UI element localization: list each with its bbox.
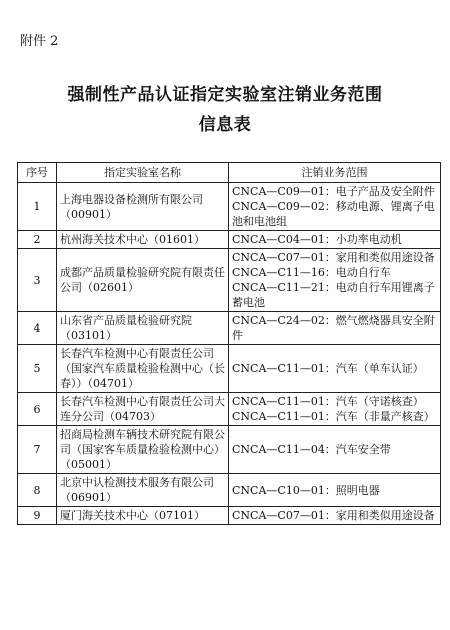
table-row <box>18 426 441 474</box>
header-scope: 注销业务范围 <box>229 163 441 183</box>
row-serial: 5 <box>18 345 57 393</box>
row-lab-name: 北京中认检测技术服务有限公司（06901） <box>57 474 229 507</box>
row-serial: 2 <box>18 231 57 249</box>
scope-entry: CNCA—C11—21：电动自行车用锂离子蓄电池 <box>232 281 435 309</box>
scope-entry: CNCA—C11—04：汽车安全带 <box>232 443 391 456</box>
row-lab-name: 长春汽车检测中心有限责任公司大连分公司（04703） <box>57 393 229 426</box>
row-serial: 3 <box>18 249 57 312</box>
scope-entry: CNCA—C04—01：小功率电动机 <box>232 233 402 246</box>
row-serial: 7 <box>18 426 57 474</box>
row-scope <box>229 249 441 312</box>
row-scope <box>229 312 441 345</box>
row-scope <box>229 507 441 525</box>
table-row <box>18 231 441 249</box>
row-lab-name: 上海电器设备检测所有限公司（00901） <box>57 183 229 231</box>
scope-entry: CNCA—C11—01：汽车（守诺核查） <box>232 395 424 408</box>
scope-entry: CNCA—C09—01：电子产品及安全附件 <box>232 185 435 198</box>
table-row <box>18 249 441 312</box>
scope-entry: CNCA—C11—16：电动自行车 <box>232 266 391 279</box>
table-row <box>18 345 441 393</box>
table-row <box>18 507 441 525</box>
row-serial: 9 <box>18 507 57 525</box>
row-scope <box>229 474 441 507</box>
row-scope <box>229 231 441 249</box>
table-row <box>18 183 441 231</box>
row-lab-name: 长春汽车检测中心有限责任公司（国家汽车质量检验检测中心（长春））（04701） <box>57 345 229 393</box>
scope-entry: CNCA—C11—01：汽车（非量产核查） <box>232 410 435 423</box>
table-row <box>18 474 441 507</box>
scope-entry: CNCA—C24—02：燃气燃烧器具安全附件 <box>232 314 435 342</box>
row-scope <box>229 393 441 426</box>
row-lab-name: 山东省产品质量检验研究院（03101） <box>57 312 229 345</box>
row-lab-name: 招商局检测车辆技术研究院有限公司（国家客车质量检验检测中心）（05001） <box>57 426 229 474</box>
row-serial: 6 <box>18 393 57 426</box>
table-row <box>18 393 441 426</box>
row-serial: 4 <box>18 312 57 345</box>
scope-entry: CNCA—C11—01：汽车（单车认证） <box>232 362 424 375</box>
row-lab-name: 厦门海关技术中心（07101） <box>57 507 229 525</box>
deregistration-table <box>17 162 441 525</box>
scope-entry: CNCA—C10—01：照明电器 <box>232 483 380 497</box>
document-subtitle: 信息表 <box>198 115 252 135</box>
row-lab-name: 成都产品质量检验研究院有限责任公司（02601） <box>57 249 229 312</box>
row-serial: 8 <box>18 474 57 507</box>
table-header-row <box>18 163 441 183</box>
row-scope <box>229 183 441 231</box>
row-serial: 1 <box>18 183 57 231</box>
document-title: 强制性产品认证指定实验室注销业务范围 <box>67 85 383 105</box>
scope-entry: CNCA—C09—02：移动电源、锂离子电池和电池组 <box>232 200 435 228</box>
row-lab-name: 杭州海关技术中心（01601） <box>57 231 229 249</box>
header-lab-name: 指定实验室名称 <box>57 163 229 183</box>
row-scope <box>229 426 441 474</box>
table-row <box>18 312 441 345</box>
header-serial: 序号 <box>18 163 57 183</box>
attachment-label: 附件 2 <box>20 34 59 49</box>
scope-entry: CNCA—C07—01：家用和类似用途设备 <box>232 251 435 264</box>
scope-entry: CNCA—C07—01：家用和类似用途设备 <box>232 509 435 522</box>
row-scope <box>229 345 441 393</box>
